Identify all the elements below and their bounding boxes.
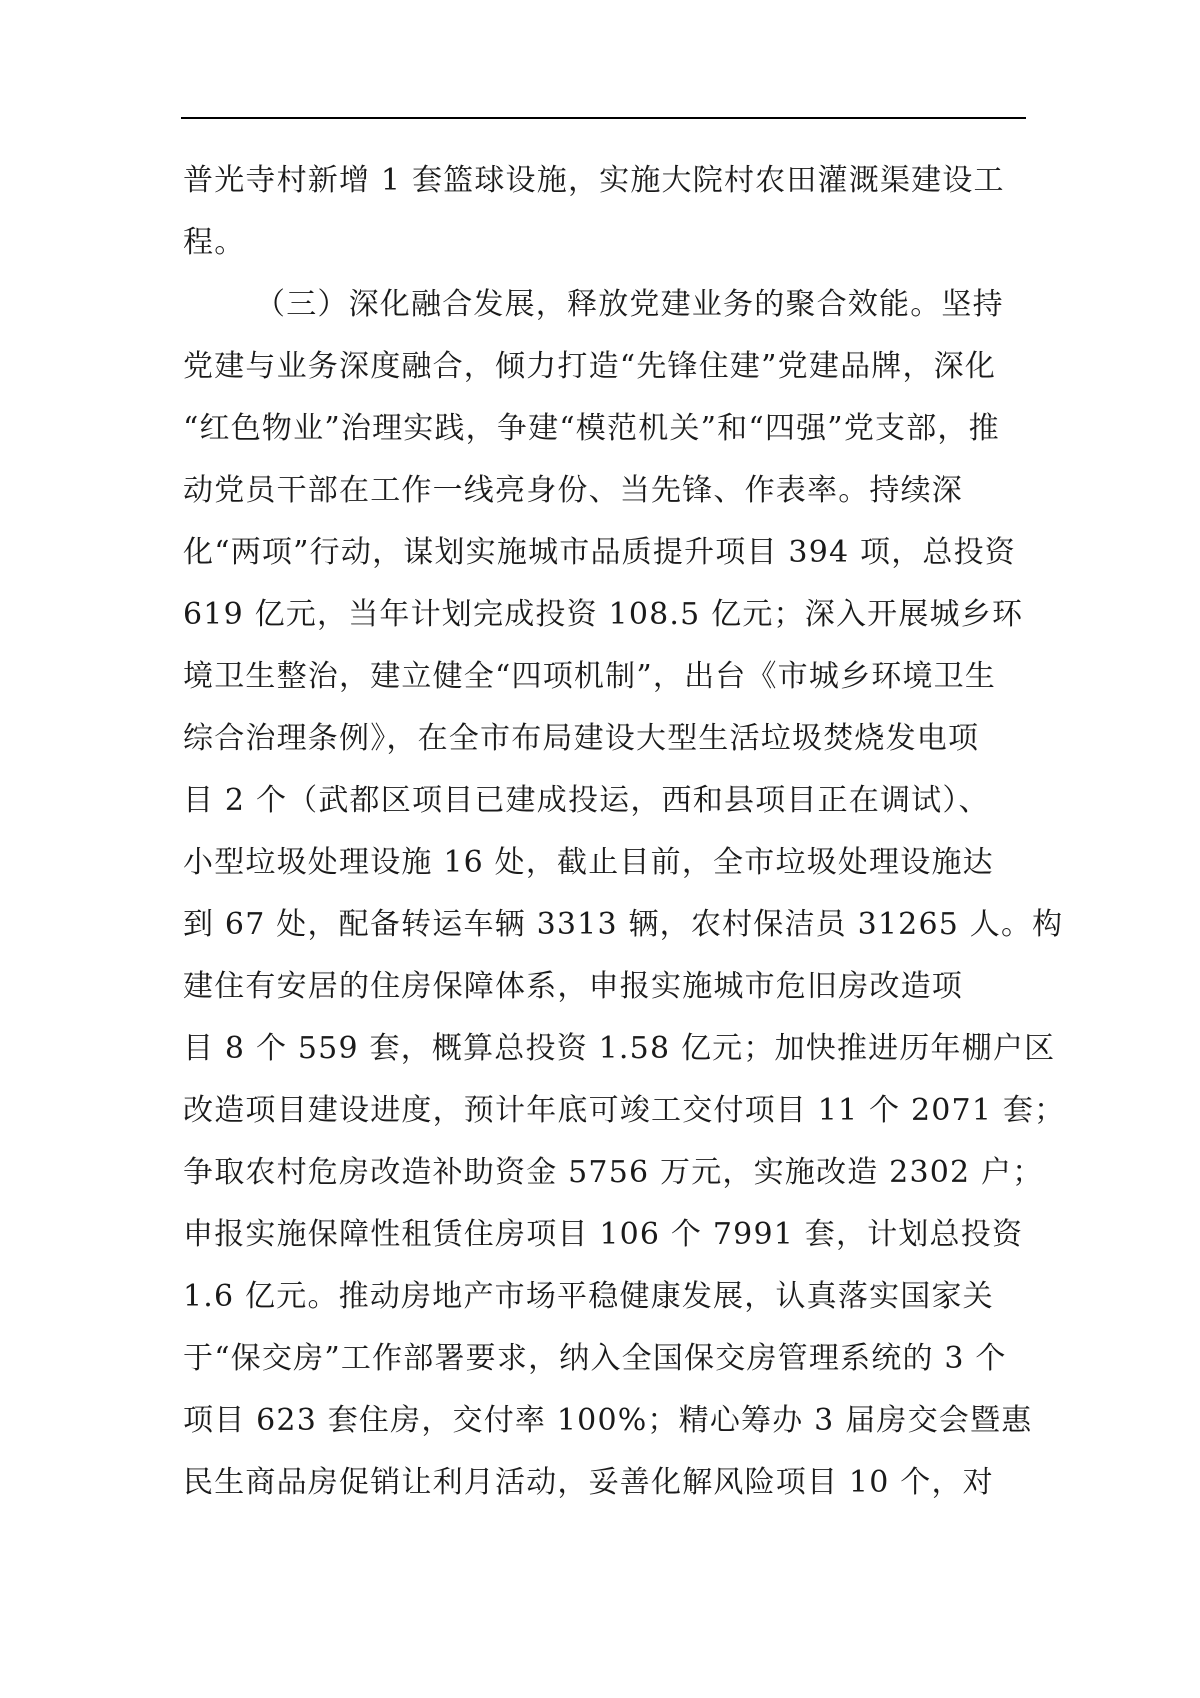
body-text: [183, 150, 1066, 1514]
text-line: “红色物业”治理实践，争建“模范机关”和“四强”党支部，推: [183, 411, 1000, 446]
text-line: 到 67 处，配备转运车辆 3313 辆，农村保洁员 31265 人。构: [183, 907, 1064, 942]
text-line: 普光寺村新增 1 套篮球设施，实施大院村农田灌溉渠建设工: [183, 163, 1005, 198]
text-line: 综合治理条例》，在全市布局建设大型生活垃圾焚烧发电项: [183, 721, 980, 756]
text-line: 建住有安居的住房保障体系，申报实施城市危旧房改造项: [183, 969, 963, 1004]
text-line: 境卫生整治，建立健全“四项机制”，出台《市城乡环境卫生: [183, 659, 997, 694]
text-line: 于“保交房”工作部署要求，纳入全国保交房管理系统的 3 个: [183, 1341, 1007, 1376]
text-line: 动党员干部在工作一线亮身份、当先锋、作表率。持续深: [183, 473, 963, 508]
section-heading-line: （三）深化融合发展，释放党建业务的聚合效能。坚持: [255, 287, 1004, 322]
text-line: 1.6 亿元。推动房地产市场平稳健康发展，认真落实国家关: [183, 1279, 994, 1314]
header-rule: [181, 117, 1026, 119]
text-line: 化“两项”行动，谋划实施城市品质提升项目 394 项，总投资: [183, 535, 1017, 570]
text-line: 改造项目建设进度，预计年底可竣工交付项目 11 个 2071 套；: [183, 1093, 1066, 1128]
text-line: 目 2 个（武都区项目已建成投运，西和县项目正在调试）、: [183, 783, 990, 818]
text-line: 619 亿元，当年计划完成投资 108.5 亿元；深入开展城乡环: [183, 597, 1024, 632]
text-line: 争取农村危房改造补助资金 5756 万元，实施改造 2302 户；: [183, 1155, 1044, 1190]
text-line: 目 8 个 559 套，概算总投资 1.58 亿元；加快推进历年棚户区: [183, 1031, 1056, 1066]
text-line: 申报实施保障性租赁住房项目 106 个 7991 套，计划总投资: [183, 1217, 1024, 1252]
text-line: 党建与业务深度融合，倾力打造“先锋住建”党建品牌，深化: [183, 349, 997, 384]
text-line: 项目 623 套住房，交付率 100%；精心筹办 3 届房交会暨惠: [183, 1403, 1033, 1438]
text-line: 民生商品房促销让利月活动，妥善化解风险项目 10 个，对: [183, 1465, 994, 1500]
text-line: 程。: [183, 225, 246, 260]
text-line: 小型垃圾处理设施 16 处，截止目前，全市垃圾处理设施达: [183, 845, 994, 880]
